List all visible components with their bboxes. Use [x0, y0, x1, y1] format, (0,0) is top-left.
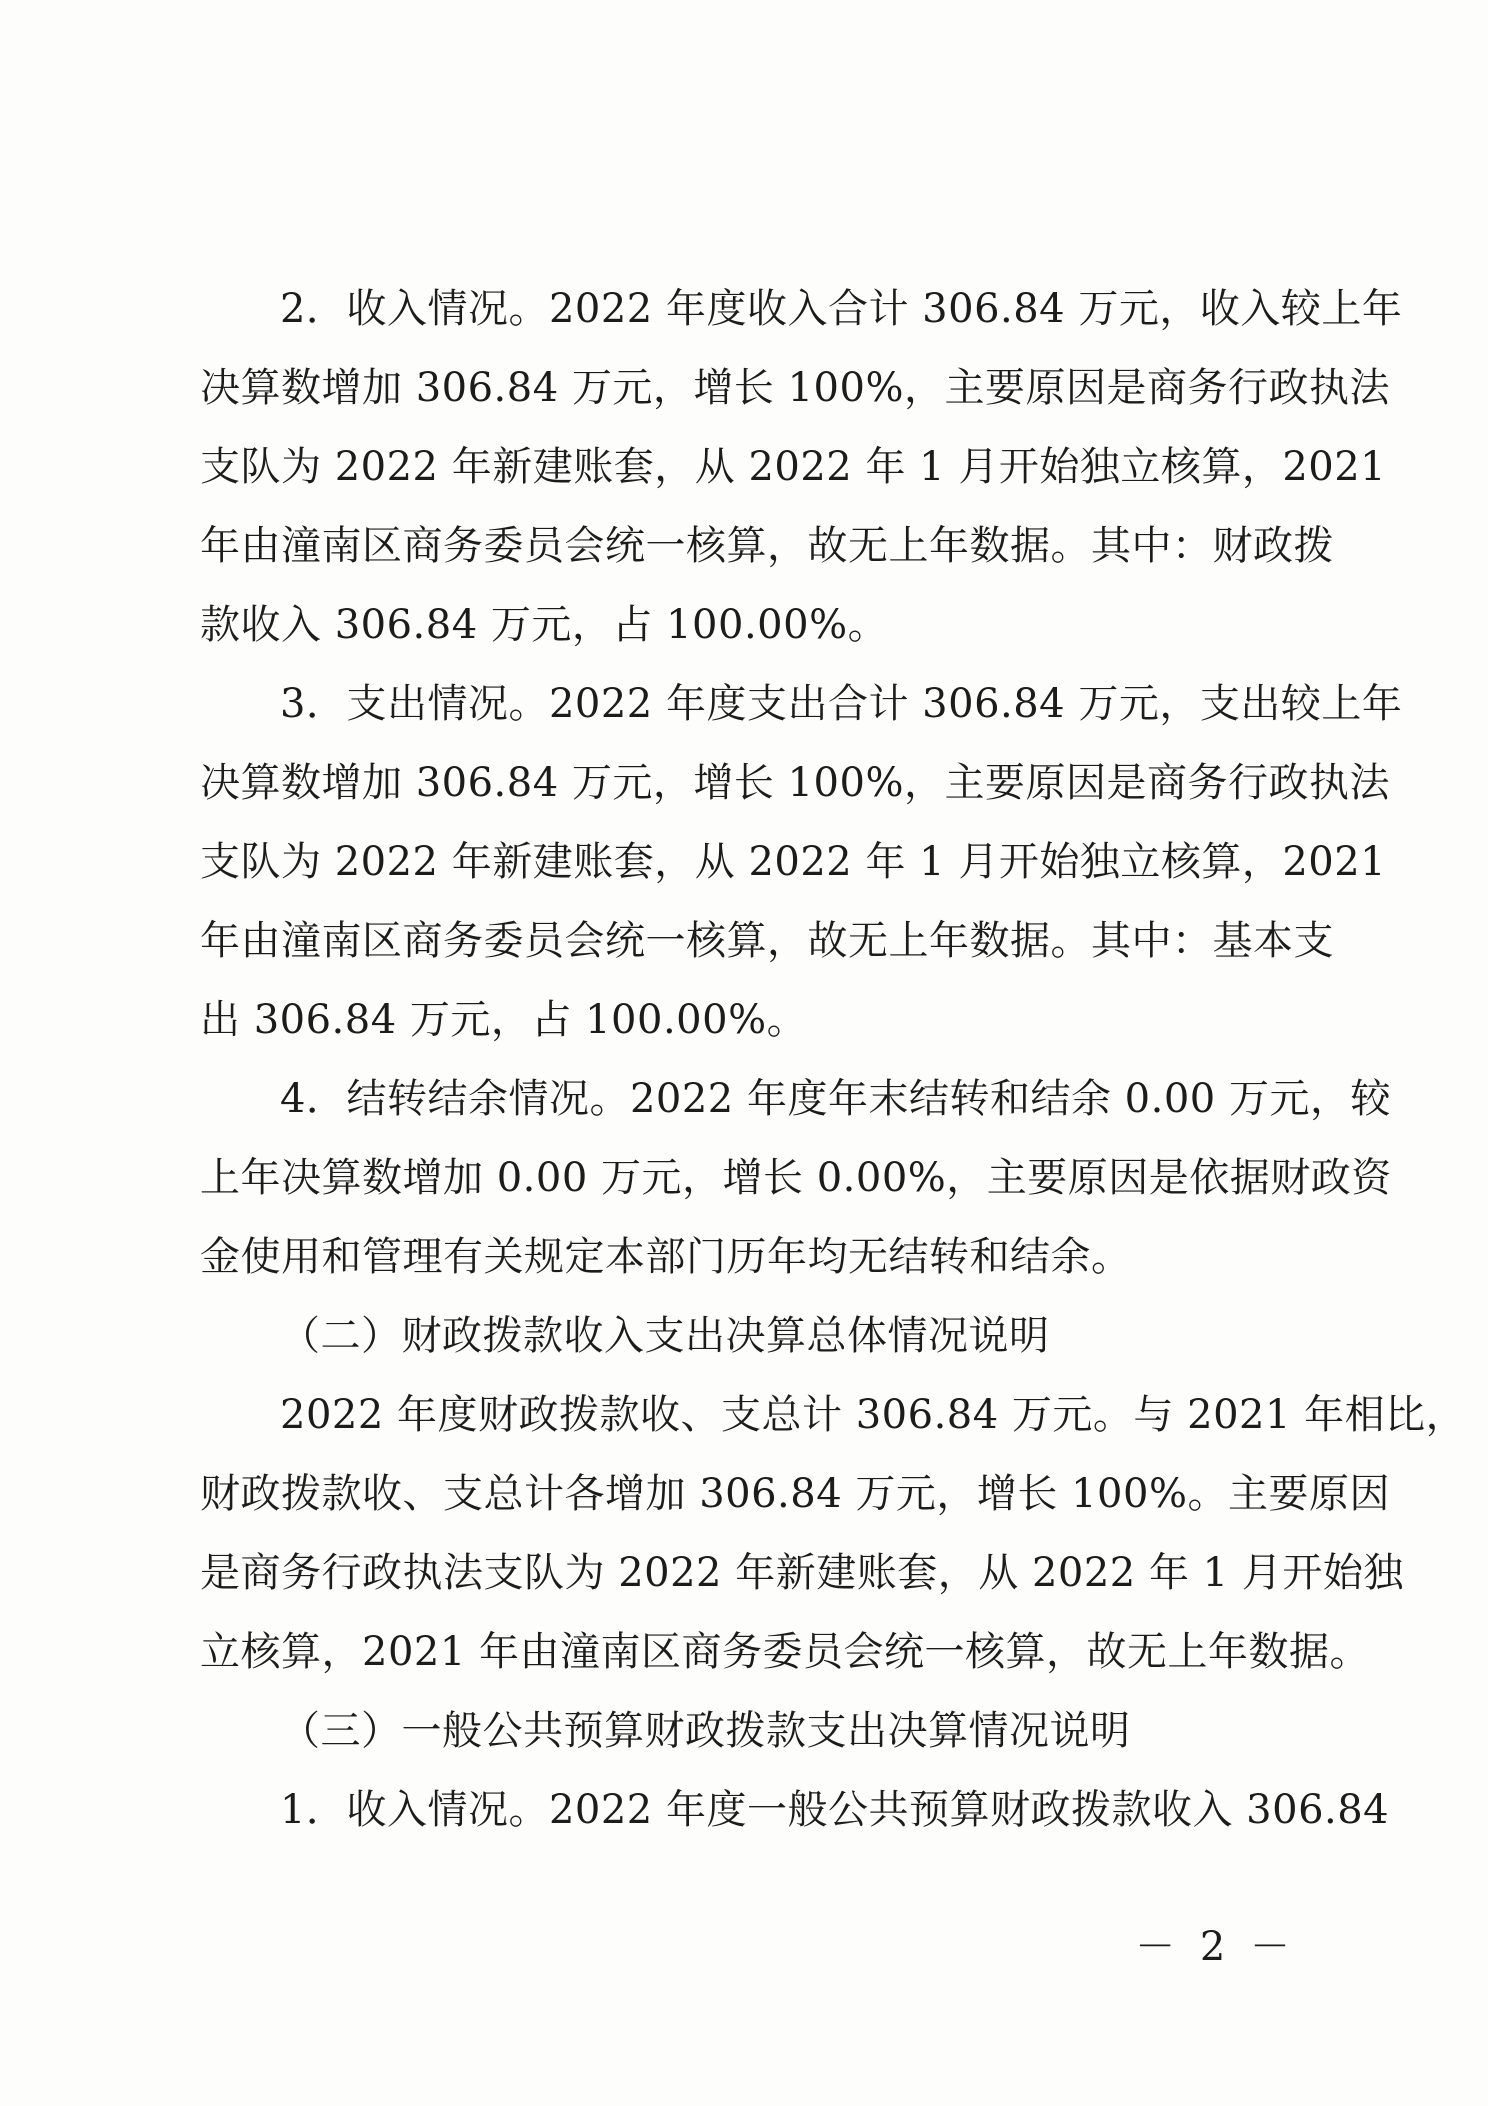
paragraph-expense-line-2: 决算数增加 306.84 万元，增长 100%，主要原因是商务行政执法	[200, 760, 1390, 806]
paragraph-balance-line-1: 4．结转结余情况。2022 年度年末结转和结余 0.00 万元，较	[280, 1076, 1391, 1122]
paragraph-expense-line-4: 年由潼南区商务委员会统一核算，故无上年数据。其中：基本支	[200, 918, 1334, 964]
paragraph-income-line-4: 年由潼南区商务委员会统一核算，故无上年数据。其中：财政拨	[200, 523, 1334, 569]
section-heading-2: （二）财政拨款收入支出决算总体情况说明	[280, 1313, 1050, 1359]
paragraph-balance-line-3: 金使用和管理有关规定本部门历年均无结转和结余。	[200, 1234, 1132, 1280]
document-body	[200, 270, 1467, 1850]
paragraph-income-line-2: 决算数增加 306.84 万元，增长 100%，主要原因是商务行政执法	[200, 365, 1390, 411]
paragraph-general-budget-line-1: 1．收入情况。2022 年度一般公共预算财政拨款收入 306.84	[280, 1787, 1390, 1833]
paragraph-expense-line-1: 3．支出情况。2022 年度支出合计 306.84 万元，支出较上年	[280, 681, 1403, 727]
paragraph-total-line-1: 2022 年度财政拨款收、支总计 306.84 万元。与 2021 年相比，	[280, 1392, 1467, 1438]
paragraph-income-line-5: 款收入 306.84 万元，占 100.00%。	[200, 602, 889, 648]
paragraph-total-line-4: 立核算，2021 年由潼南区商务委员会统一核算，故无上年数据。	[200, 1629, 1371, 1675]
paragraph-total-line-3: 是商务行政执法支队为 2022 年新建账套，从 2022 年 1 月开始独	[200, 1550, 1404, 1596]
paragraph-income-line-1: 2．收入情况。2022 年度收入合计 306.84 万元，收入较上年	[280, 286, 1403, 332]
paragraph-expense-line-3: 支队为 2022 年新建账套，从 2022 年 1 月开始独立核算，2021	[200, 839, 1387, 885]
section-heading-3: （三）一般公共预算财政拨款支出决算情况说明	[280, 1708, 1131, 1754]
paragraph-income-line-3: 支队为 2022 年新建账套，从 2022 年 1 月开始独立核算，2021	[200, 444, 1387, 490]
paragraph-balance-line-2: 上年决算数增加 0.00 万元，增长 0.00%，主要原因是依据财政资	[200, 1155, 1392, 1201]
paragraph-expense-line-5: 出 306.84 万元，占 100.00%。	[200, 997, 808, 1043]
page-number: － 2 －	[1135, 1924, 1296, 1970]
paragraph-total-line-2: 财政拨款收、支总计各增加 306.84 万元，增长 100%。主要原因	[200, 1471, 1390, 1517]
